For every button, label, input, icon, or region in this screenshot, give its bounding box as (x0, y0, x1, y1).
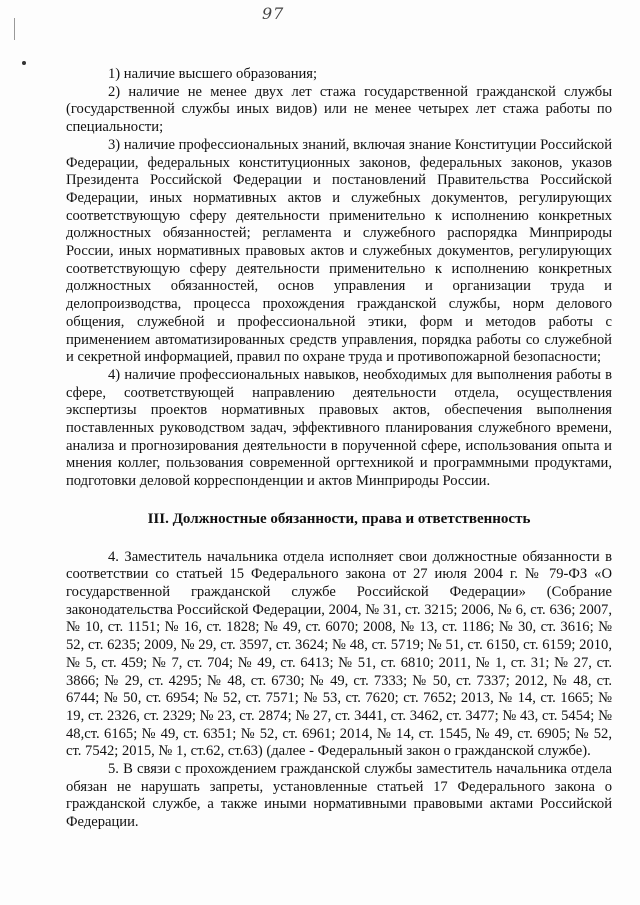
requirement-item-1: 1) наличие высшего образования; (108, 66, 318, 82)
page-number: 97 (262, 4, 285, 23)
requirement-item-2: 2) наличие не менее двух лет стажа государственной гражданской службы (государственной службы иных видов) или не менее четырех лет стажа работы по специальности; (66, 83, 612, 136)
requirement-item-3: 3) наличие профессиональных знаний, включая знание Конституции Российской Федерации, федеральных конституционных законов, федеральных законов, указов Президента Российской Федерации и постановлений Правительства Российской Федерации, иных нормативных актов и служебных документов, регулирующих соответствующую сферу деятельности применительно к исполнению конкретных должностных обязанностей; регламента и служебного распорядка Минприроды России, иных нормативных правовых актов и служебных документов, регулирующих соответствующую сферу деятельности применительно к исполнению конкретных должностных обязанностей, основ управления и организации труда и делопроизводства, процесса прохождения гражданской службы, норм делового общения, служебной и профессиональной этики, форм и методов работы с применением автоматизированных средств управления, порядка работы со служебной и секретной информацией, правил по охране труда и противопожарной безопасности; (66, 136, 612, 366)
document-body (66, 66, 612, 832)
margin-dot (22, 61, 26, 65)
section-heading: III. Должностные обязанности, права и ответственность (147, 510, 531, 527)
requirement-item-4: 4) наличие профессиональных навыков, необходимых для выполнения работы в сфере, соответствующей направлению деятельности отдела, осуществления экспертизы проектов нормативных правовых актов, обеспечения выполнения поставленных руководством задач, эффективного планирования служебного времени, анализа и прогнозирования деятельности в порученной сфере, использования опыта и мнения коллег, пользования современной оргтехникой и программными продуктами, подготовки деловой корреспонденции и актов Минприроды России. (66, 366, 612, 490)
margin-mark (14, 18, 15, 40)
duty-paragraph-4: 4. Заместитель начальника отдела исполняет свои должностные обязанности в соответствии со статьей 15 Федерального закона от 27 июля 2004 г. № 79-ФЗ «О государственной гражданской службе Российской Федерации» (Собрание законодательства Российской Федерации, 2004, № 31, ст. 3215; 2006, № 6, ст. 636; 2007, № 10, ст. 1151; № 16, ст. 1828; № 49, ст. 6070; 2008, № 13, ст. 1186; № 30, ст. 3616; № 52, ст. 6235; 2009, № 29, ст. 3597, ст. 3624; № 48, ст. 5719; № 51, ст. 6150, ст. 6159; 2010, № 5, ст. 459; № 7, ст. 704; № 49, ст. 6413; № 51, ст. 6810; 2011, № 1, ст. 31; № 27, ст. 3866; № 29, ст. 4295; № 48, ст. 6730; № 49, ст. 7333; № 50, ст. 7337; 2012, № 48, ст. 6744; № 50, ст. 6954; № 52, ст. 7571; № 53, ст. 7620; ст. 7652; 2013, № 14, ст. 1665; № 19, ст. 2326, ст. 2329; № 23, ст. 2874; № 27, ст. 3441, ст. 3462, ст. 3477; № 43, ст. 5454; № 48,ст. 6165; № 49, ст. 6351; № 52, ст. 6961; 2014, № 14, ст. 1545, № 49, ст. 6905; № 52, ст. 7542; 2015, № 1, ст.62, ст.63) (далее - Федеральный закон о гражданской службе). (66, 548, 612, 760)
duty-paragraph-5: 5. В связи с прохождением гражданской службы заместитель начальника отдела обязан не нарушать запреты, установленные статьей 17 Федерального закона о гражданской службе, а также иными нормативными правовыми актами Российской Федерации. (66, 761, 612, 831)
